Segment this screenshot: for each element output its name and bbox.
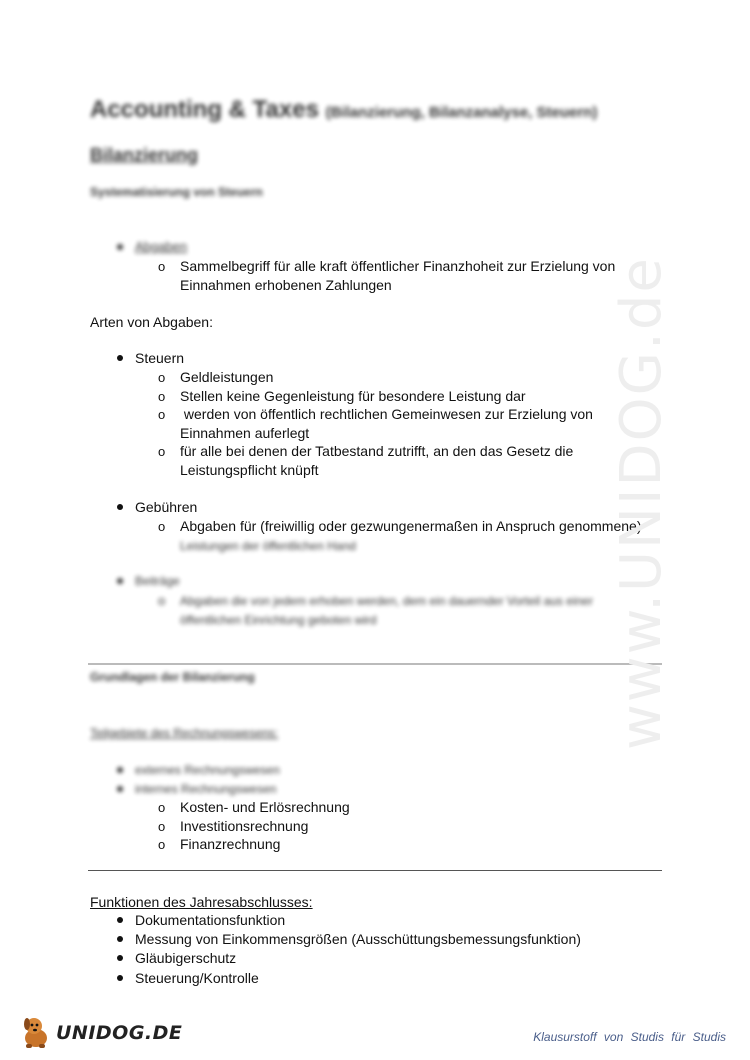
watermark: www.UNIDOG.de [609,256,674,750]
subsection-heading: Systematisierung von Steuern [90,185,263,199]
list-item: für alle bei denen der Tatbestand zutrifft, an den das Gesetz die [180,443,574,459]
section-heading: Bilanzierung [90,145,199,165]
list-item-abgaben: Abgaben [135,239,188,254]
list-item: Messung von Einkommensgrößen (Ausschüttungsbemessungsfunktion) [135,931,581,947]
footer-tagline: Klausurstoff von Studis für Studis [533,1030,726,1044]
unidog-logo [18,1012,183,1052]
list-item: Geldleistungen [180,369,274,385]
bullet [117,578,123,584]
sub-bullet: o [158,259,166,274]
sub-bullet: o [158,800,166,815]
dog-icon [18,1012,58,1052]
bullet [117,244,123,250]
sub-bullet: o [158,370,166,385]
sub-bullet: o [158,593,166,608]
list-item-extern: externes Rechnungswesen [135,763,280,777]
list-item-continuation: Leistungspflicht knüpft [180,462,319,478]
divider [88,870,662,871]
list-item: Stellen keine Gegenleistung für besondere Leistung dar [180,388,526,404]
list-item-steuern: Steuern [135,350,185,366]
sub-bullet: o [158,519,166,534]
sub-bullet: o [158,444,166,459]
logo-text: UNIDOG.DE [56,1022,183,1044]
list-item-intern: internes Rechnungswesen [135,782,277,796]
list-item-beitraege: Beiträge [135,574,180,588]
sub-bullet: o [158,837,166,852]
list-item: Kosten- und Erlösrechnung [180,799,350,815]
abgaben-definition-1: Sammelbegriff für alle kraft öffentlicher Finanzhoheit zur Erzielung von [180,258,616,274]
list-item: Gläubigerschutz [135,950,237,966]
sub-bullet: o [158,389,166,404]
bullet [117,767,123,773]
list-item: Investitionsrechnung [180,818,309,834]
gebuehren-definition-2: Leistungen der öffentlichen Hand [180,539,356,553]
bullet [117,917,123,923]
bullet [117,975,123,981]
sub-bullet: o [158,819,166,834]
bullet [117,955,123,961]
grundlagen-heading: Grundlagen der Bilanzierung [90,670,255,684]
bullet [117,504,123,510]
sub-bullet: o [158,407,166,422]
bullet [117,355,123,361]
beitraege-definition-2: öffentlichen Einrichtung geboten wird [180,613,377,627]
bullet [117,936,123,942]
bullet [117,786,123,792]
list-item: werden von öffentlich rechtlichen Gemeinwesen zur Erzielung von [180,406,593,422]
list-item: Steuerung/Kontrolle [135,970,259,986]
list-item: Finanzrechnung [180,836,281,852]
list-item-gebuehren: Gebühren [135,499,198,515]
list-item-continuation: Einnahmen auferlegt [180,425,310,441]
arten-heading: Arten von Abgaben: [90,314,213,330]
document-title: Accounting & Taxes (Bilanzierung, Bilanzanalyse, Steuern) [90,96,598,123]
abgaben-definition-2: Einnahmen erhobenen Zahlungen [180,277,392,293]
gebuehren-definition-1: Abgaben für (freiwillig oder gezwungenermaßen in Anspruch genommene) [180,518,642,534]
divider [88,663,662,665]
teilgebiete-heading: Teilgebiete des Rechnungswesens: [90,726,279,740]
list-item: Dokumentationsfunktion [135,912,286,928]
beitraege-definition-1: Abgaben die von jedem erhoben werden, dem ein dauernder Vorteil aus einer [180,594,593,608]
funktionen-heading: Funktionen des Jahresabschlusses: [90,894,313,910]
